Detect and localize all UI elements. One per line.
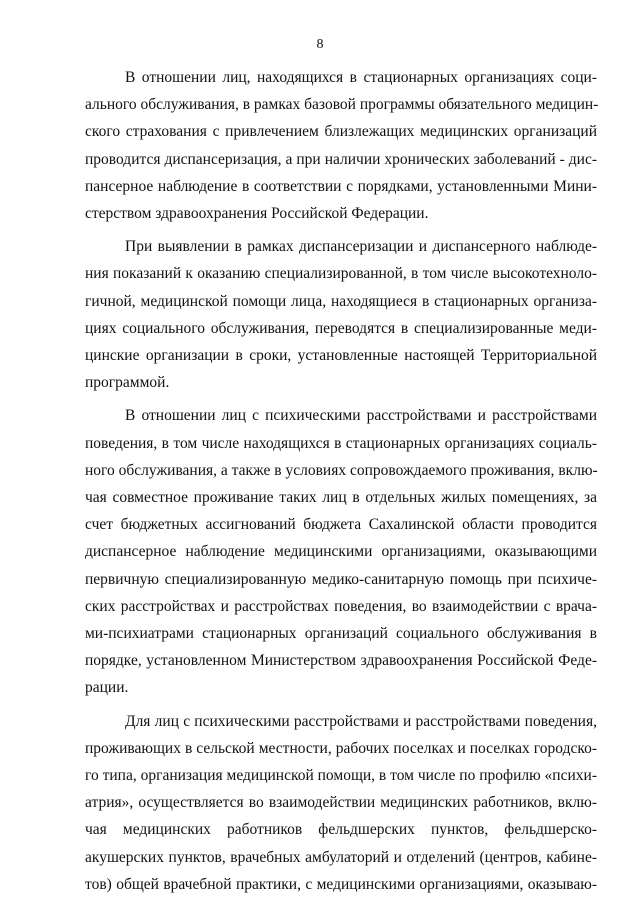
paragraph-line: В отношении лиц с психическими расстройствами и расстройствами <box>125 407 597 425</box>
paragraph-line: первичную специализированную медико-санитарную помощь при психиче- <box>85 570 597 588</box>
paragraph-line: атрия», осуществляется во взаимодействии медицинских работников, вклю- <box>85 794 597 812</box>
paragraph-2 <box>85 233 597 396</box>
paragraph-line: ских расстройствах и расстройствах поведения, во взаимодействии с врача- <box>85 597 597 615</box>
paragraph-line: чая совместное проживание таких лиц в отдельных жилых помещениях, за <box>85 489 597 507</box>
paragraph-line: ного обслуживания, а также в условиях сопровождаемого проживания, вклю- <box>85 461 598 479</box>
page-number: 8 <box>316 37 324 52</box>
paragraph-line: поведения, в том числе находящихся в стационарных организациях социаль- <box>85 434 597 452</box>
paragraph-3 <box>85 402 597 701</box>
paragraph-line: гичной, медицинской помощи лица, находящиеся в стационарных организа- <box>85 292 597 310</box>
paragraph-line: чая медицинских работников фельдшерских пунктов, фельдшерско- <box>85 821 597 839</box>
paragraph-line: Для лиц с психическими расстройствами и расстройствами поведения, <box>125 712 597 730</box>
paragraph-line: ния показаний к оказанию специализированной, в том числе высокотехноло- <box>85 265 597 283</box>
paragraph-line: акушерских пунктов, врачебных амбулаторий и отделений (центров, кабине- <box>85 848 597 866</box>
paragraph-line: циях социального обслуживания, переводятся в специализированные меди- <box>85 319 597 337</box>
document-body <box>85 64 597 904</box>
paragraph-line: порядке, установленном Министерством здравоохранения Российской Феде- <box>85 652 597 670</box>
paragraph-line: В отношении лиц, находящихся в стационарных организациях соци- <box>125 69 597 86</box>
paragraph-line: проживающих в сельской местности, рабочих поселках и поселках городско- <box>85 739 597 757</box>
paragraph-1 <box>85 64 597 227</box>
paragraph-line: стерством здравоохранения Российской Федерации. <box>85 205 429 223</box>
paragraph-line: пансерное наблюдение в соответствии с порядками, установленными Мини- <box>85 177 597 195</box>
paragraph-line: тов) общей врачебной практики, с медицинскими организациями, оказываю- <box>85 875 597 893</box>
paragraph-line: цинские организации в сроки, установленные настоящей Территориальной <box>85 347 597 365</box>
paragraph-line: диспансерное наблюдение медицинскими организациями, оказывающими <box>85 543 597 561</box>
paragraph-line: ми-психиатрами стационарных организаций социального обслуживания в <box>85 625 597 643</box>
paragraph-line: ального обслуживания, в рамках базовой программы обязательного медицин- <box>85 96 599 114</box>
paragraph-4 <box>85 708 597 898</box>
paragraph-line: счет бюджетных ассигнований бюджета Сахалинской области проводится <box>85 516 597 534</box>
paragraph-line: го типа, организация медицинской помощи, в том числе по профилю «психи- <box>85 767 597 785</box>
paragraph-line: ского страхования с привлечением близлежащих медицинских организаций <box>85 123 597 141</box>
paragraph-line: программой. <box>85 374 170 392</box>
paragraph-line: При выявлении в рамках диспансеризации и диспансерного наблюде- <box>125 238 597 256</box>
paragraph-line: проводится диспансеризация, а при наличии хронических заболеваний - дис- <box>85 150 597 168</box>
paragraph-line: рации. <box>85 679 129 697</box>
